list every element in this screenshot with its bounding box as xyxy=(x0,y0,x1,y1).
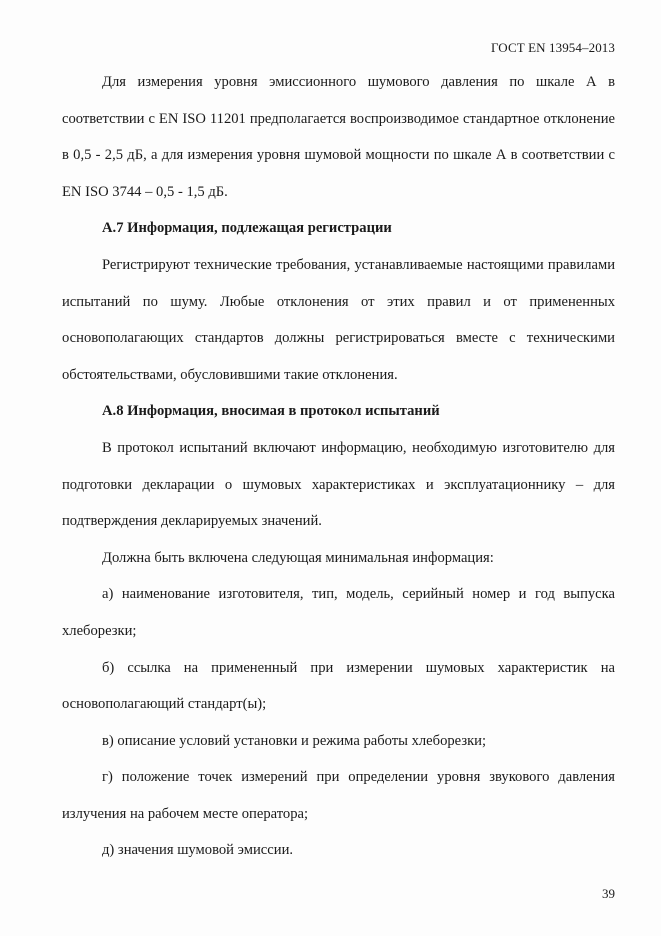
standard-code-header: ГОСТ EN 13954–2013 xyxy=(491,40,615,55)
section-a8-paragraph: В протокол испытаний включают информацию, необходимую изготовителю для подготовки декларации о шумовых характеристиках и эксплуатационнику – для подтверждения декларируемых значений. xyxy=(62,439,615,530)
list-item-v: в) описание условий установки и режима работы хлеборезки; xyxy=(102,732,487,749)
intro-paragraph: Для измерения уровня эмиссионного шумового давления по шкале А в соответствии с EN ISO 11201 предполагается воспроизводимое стандартное отклонение в 0,5 - 2,5 дБ, а для измерения уровня шумовой мощности по шкале А в соответствии с EN ISO 3744 – 0,5 - 1,5 дБ. xyxy=(62,74,615,200)
list-item-b: б) ссылка на примененный при измерении шумовых характеристик на основополагающий стандарт(ы); xyxy=(62,659,615,713)
list-item-a: а) наименование изготовителя, тип, модель, серийный номер и год выпуска хлеборезки; xyxy=(62,586,615,639)
page-number: 39 xyxy=(602,886,615,901)
section-a7-paragraph: Регистрируют технические требования, устанавливаемые настоящими правилами испытаний по шуму. Любые отклонения от этих правил и от примененных основополагающих стандартов должны регистрироваться вместе с техническими обстоятельствами, обусловившими такие отклонения. xyxy=(62,256,615,383)
list-item-d: д) значения шумовой эмиссии. xyxy=(102,842,294,859)
section-a8-heading: А.8 Информация, вносимая в протокол испытаний xyxy=(102,403,440,420)
list-item-g: г) положение точек измерений при определении уровня звукового давления излучения на рабочем месте оператора; xyxy=(62,769,615,822)
section-a7-heading: А.7 Информация, подлежащая регистрации xyxy=(102,220,392,237)
page-body xyxy=(62,64,615,869)
list-intro: Должна быть включена следующая минимальная информация: xyxy=(102,549,494,566)
